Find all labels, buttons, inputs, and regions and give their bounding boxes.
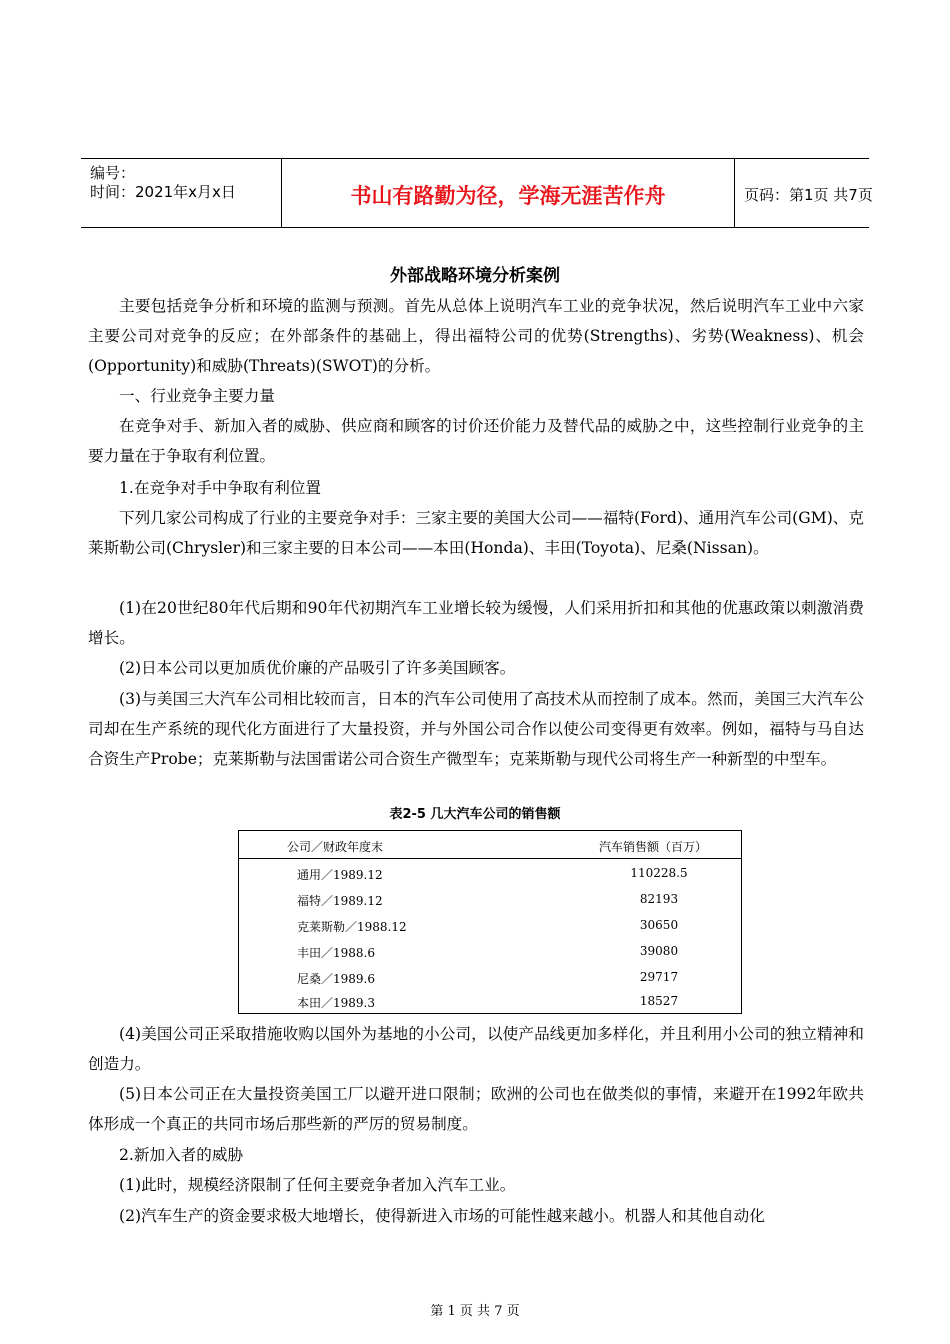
table-cell-sales: 18527 [639,994,679,1008]
table-cell-company: 本田／1989.3 [297,996,375,1010]
table-cell-sales: 30650 [639,918,679,932]
table-row [239,944,741,970]
table-cell-sales: 110228.5 [630,866,688,880]
table-row [239,866,741,892]
motto: 书山有路勤为径，学海无涯苦作舟 [350,184,666,208]
paragraph: 主要包括竞争分析和环境的监测与预测。首先从总体上说明汽车工业的竞争状况，然后说明汽车工业中六家主要公司对竞争的反应；在外部条件的基础上，得出福特公司的优势(Strengths)、劣势(Weakness)、机会(Opportunity)和威胁(Threats)(SWOT)的分析。 [88,297,864,375]
paragraph: 下列几家公司构成了行业的主要竞争对手：三家主要的美国大公司——福特(Ford)、通用汽车公司(GM)、克莱斯勒公司(Chrysler)和三家主要的日本公司——本田(Honda)、丰田(Toyota)、尼桑(Nissan)。 [88,509,864,557]
table-cell-sales: 82193 [639,892,679,906]
section-heading: 一、行业竞争主要力量 [119,387,275,405]
paragraph: 在竞争对手、新加入者的威胁、供应商和顾客的讨价还价能力及替代品的威胁之中，这些控制行业竞争的主要力量在于争取有利位置。 [88,417,864,465]
paragraph: (2)汽车生产的资金要求极大地增长，使得新进入市场的可能性越来越小。机器人和其他自动化 [119,1207,765,1225]
table-cell-sales: 39080 [639,944,679,958]
paragraph: (3)与美国三大汽车公司相比较而言，日本的汽车公司使用了高技术从而控制了成本。然而，美国三大汽车公司却在生产系统的现代化方面进行了大量投资，并与外国公司合作以使公司变得更有效率。例如，福特与马自达合资生产Probe；克莱斯勒与法国雷诺公司合资生产微型车；克莱斯勒与现代公司将生产一种新型的中型车。 [88,690,864,768]
paragraph: (4)美国公司正采取措施收购以国外为基地的小公司，以使产品线更加多样化，并且利用小公司的独立精神和创造力。 [88,1025,864,1073]
table-header-sales: 汽车销售额（百万） [599,840,708,854]
subsection-heading: 1.在竞争对手中争取有利位置 [119,479,322,497]
table-divider [239,858,741,859]
date-label: 时间：2021年x月x日 [90,183,236,201]
paragraph: (1)此时，规模经济限制了任何主要竞争者加入汽车工业。 [119,1176,516,1194]
doc-number-label: 编号： [90,164,136,182]
table-cell-company: 尼桑／1989.6 [297,972,375,986]
sales-table [238,830,742,1014]
table-caption: 表2-5 几大汽车公司的销售额 [389,807,561,822]
table-cell-company: 丰田／1988.6 [297,946,375,960]
table-row [239,918,741,944]
page-footer: 第 1 页 共 7 页 [430,1304,520,1319]
header-table [81,158,873,228]
header-right-cell [734,159,873,227]
paragraph: (5)日本公司正在大量投资美国工厂以避开进口限制；欧洲的公司也在做类似的事情，来避开在1992年欧共体形成一个真正的共同市场后那些新的严厉的贸易制度。 [88,1085,864,1133]
table-row [239,892,741,918]
table-cell-company: 福特／1989.12 [297,894,383,908]
table-row [239,970,741,996]
table-cell-sales: 29717 [639,970,679,984]
page-title: 外部战略环境分析案例 [390,266,560,286]
table-header-company: 公司／财政年度末 [287,840,384,854]
paragraph: (1)在20世纪80年代后期和90年代初期汽车工业增长较为缓慢，人们采用折扣和其他的优惠政策以刺激消费增长。 [88,599,864,647]
table-cell-company: 通用／1989.12 [297,868,383,882]
header-center-cell [281,159,735,227]
table-row [239,994,741,1020]
table-cell-company: 克莱斯勒／1988.12 [297,920,407,934]
header-left-cell [81,159,281,227]
paragraph: (2)日本公司以更加质优价廉的产品吸引了许多美国顾客。 [119,659,516,677]
page-info: 页码：第1页 共7页 [744,186,873,204]
subsection-heading: 2.新加入者的威胁 [119,1146,244,1164]
